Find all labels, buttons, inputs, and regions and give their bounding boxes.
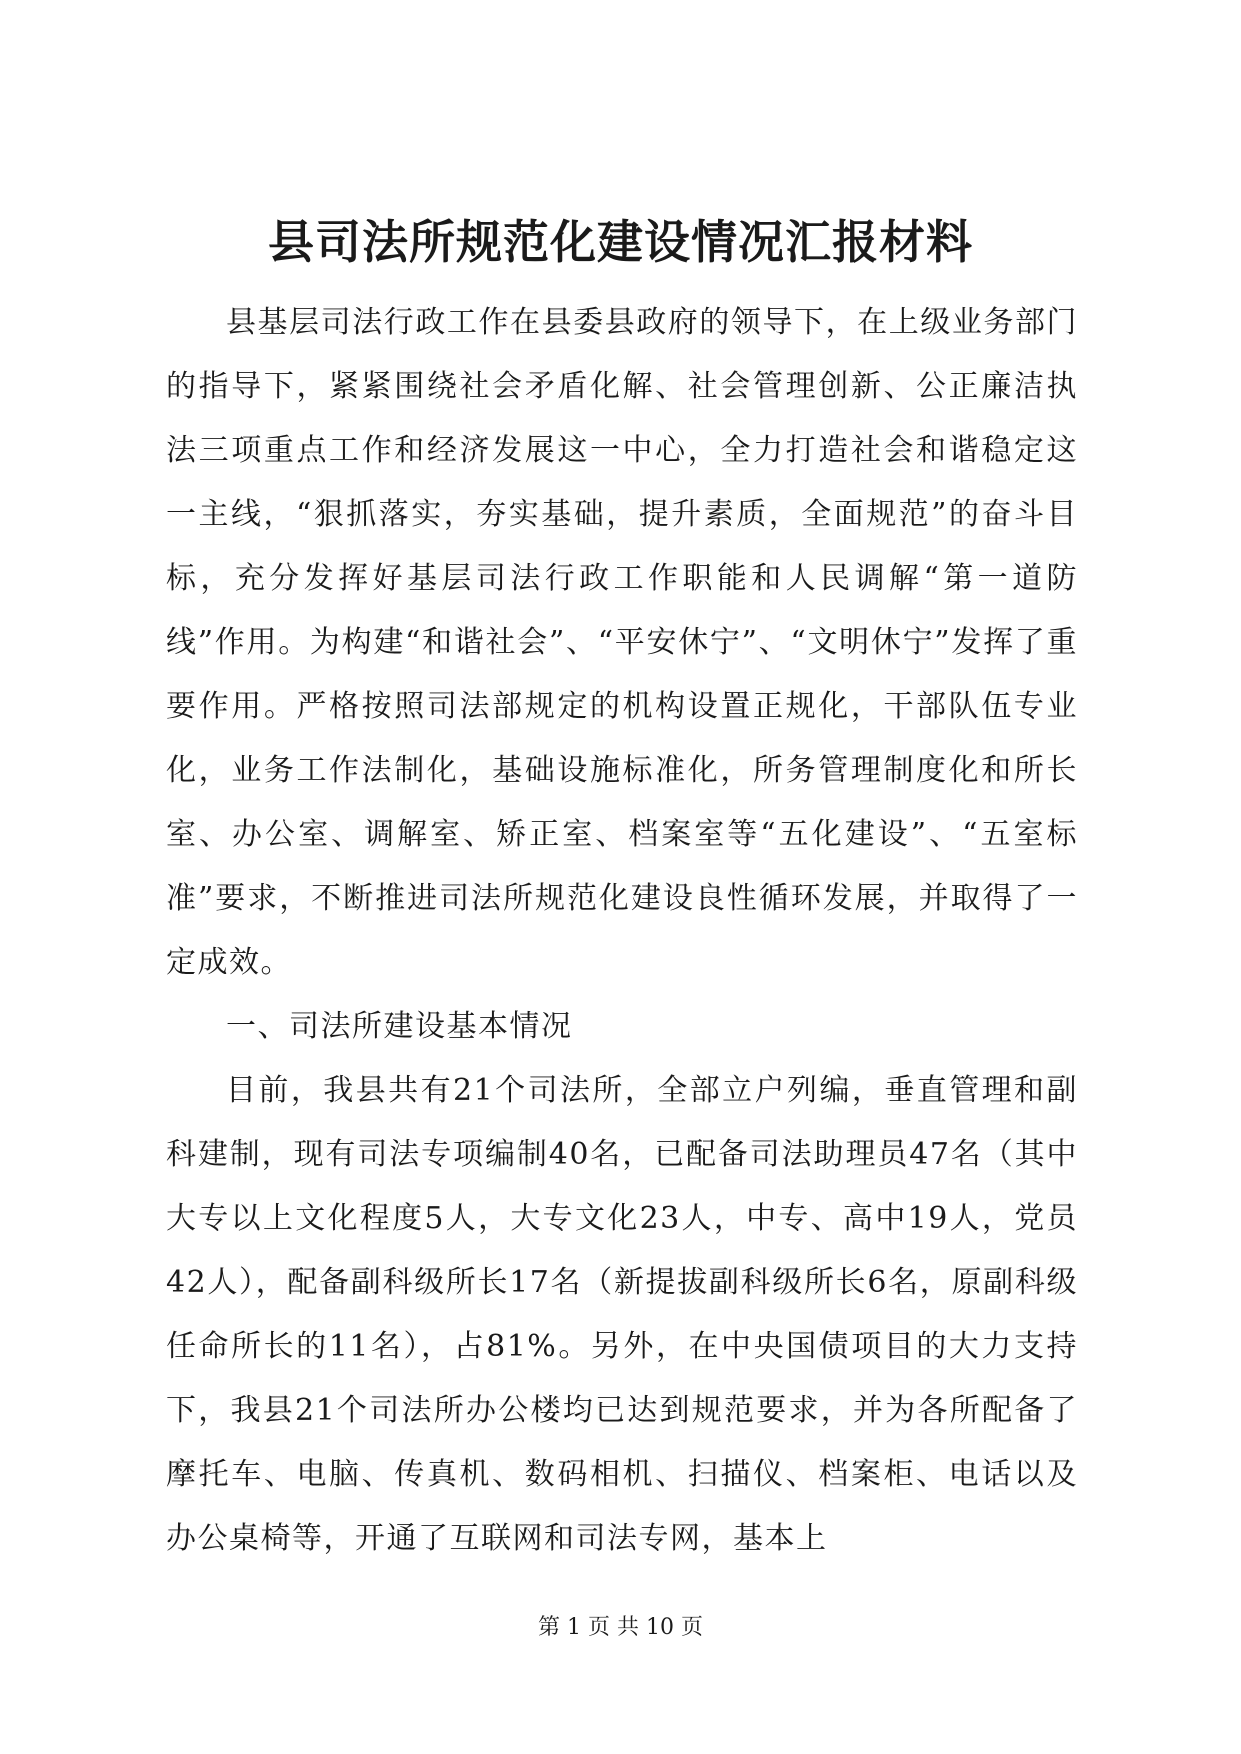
page-number-footer: 第 1 页 共 10 页 (538, 1615, 703, 1640)
paragraph: 目前，我县共有21个司法所，全部立户列编，垂直管理和副科建制，现有司法专项编制40名，已配备司法助理员47名（其中大专以上文化程度5人，大专文化23人，中专、高中19人，党员42人），配备副科级所长17名（新提拔副科级所长6名，原副科级任命所长的11名），占81%。另外，在中央国债项目的大力支持下，我县21个司法所办公楼均已达到规范要求，并为各所配备了摩托车、电脑、传真机、数码相机、扫描仪、档案柜、电话以及办公桌椅等，开通了互联网和司法专网，基本上 (166, 1073, 1078, 1556)
document-title: 县司法所规范化建设情况汇报材料 (268, 215, 973, 269)
paragraph: 县基层司法行政工作在县委县政府的领导下，在上级业务部门的指导下，紧紧围绕社会矛盾化解、社会管理创新、公正廉洁执法三项重点工作和经济发展这一中心，全力打造社会和谐稳定这一主线，“狠抓落实，夯实基础，提升素质，全面规范”的奋斗目标，充分发挥好基层司法行政工作职能和人民调解“第一道防线”作用。为构建“和谐社会”、“平安休宁”、“文明休宁”发挥了重要作用。严格按照司法部规定的机构设置正规化，干部队伍专业化，业务工作法制化，基础设施标准化，所务管理制度化和所长室、办公室、调解室、矫正室、档案室等“五化建设”、“五室标准”要求，不断推进司法所规范化建设良性循环发展，并取得了一定成效。 (166, 305, 1078, 980)
section-heading: 一、司法所建设基本情况 (226, 1009, 573, 1044)
document-body (166, 291, 1078, 1571)
